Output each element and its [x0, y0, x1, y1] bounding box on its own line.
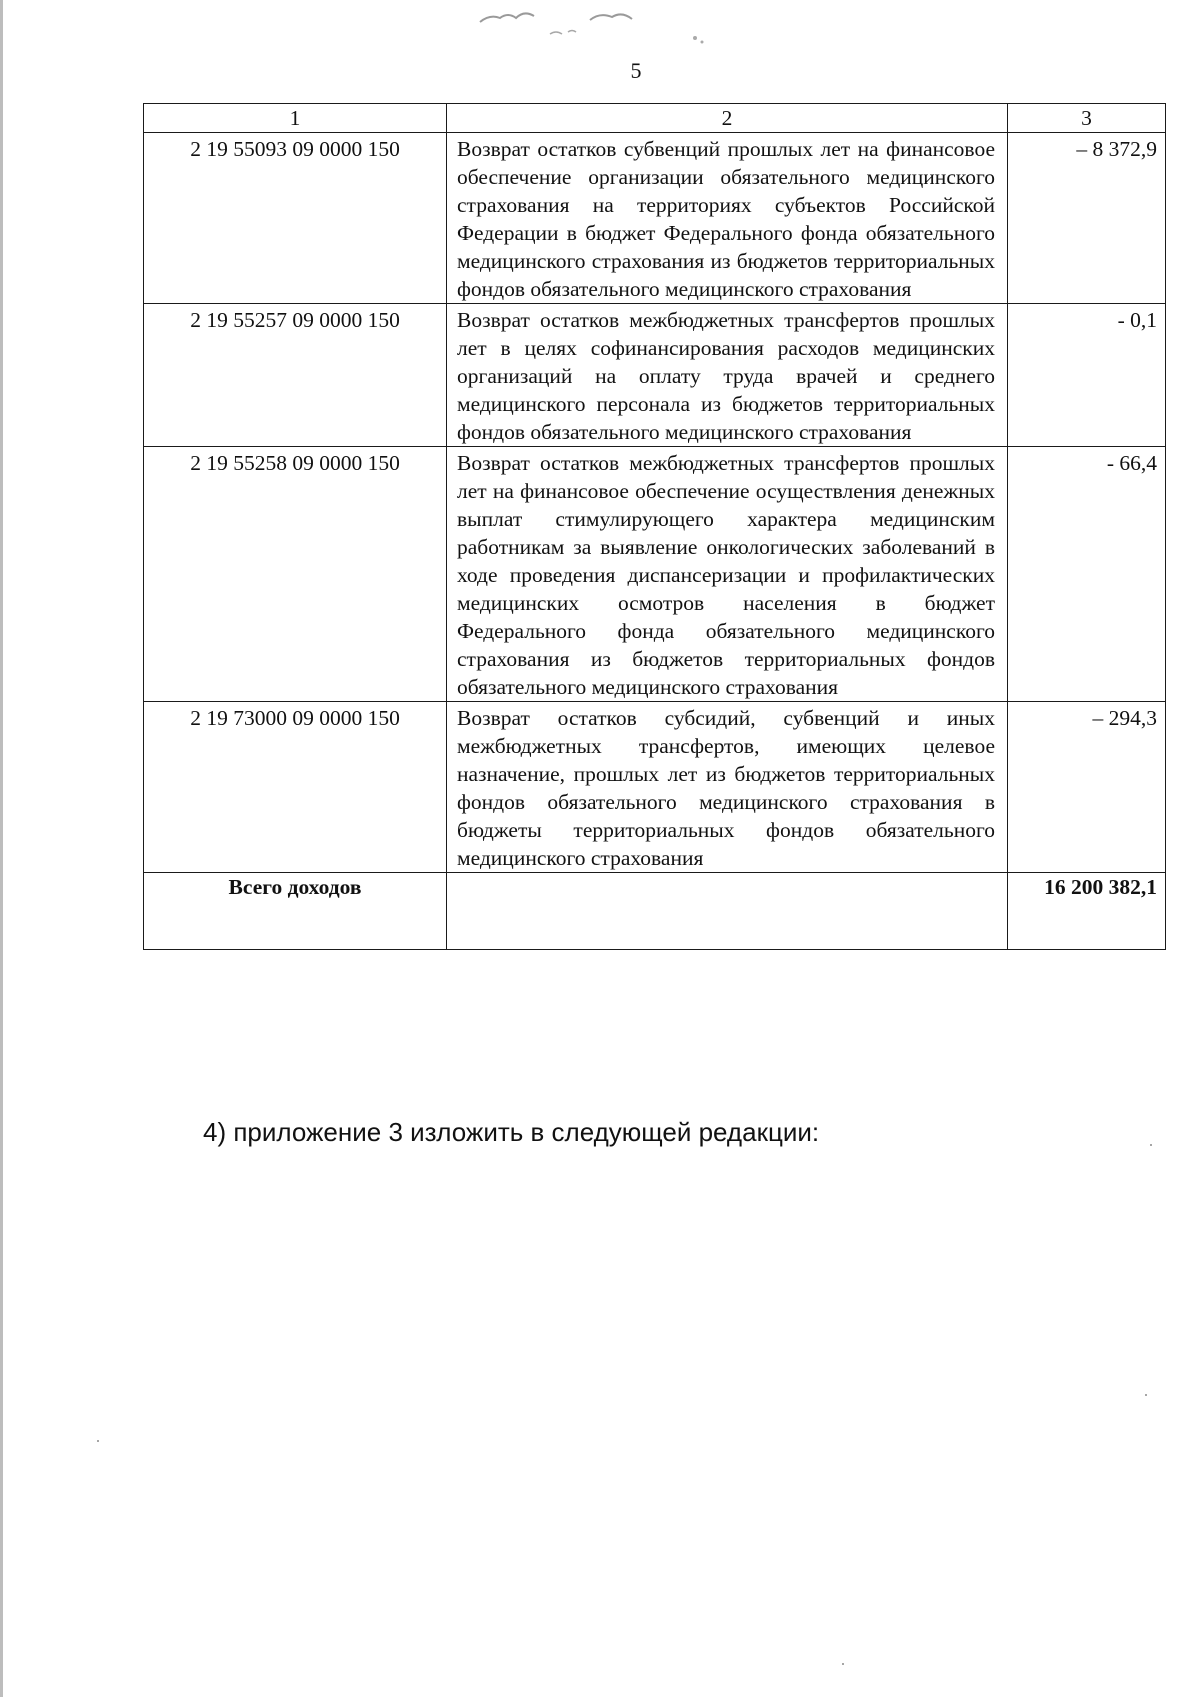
row-amount: – 8 372,9: [1008, 133, 1166, 304]
page-number: 5: [630, 58, 642, 83]
income-table: [143, 103, 1166, 950]
budget-code: 2 19 55258 09 0000 150: [144, 447, 447, 702]
column-header: 2: [447, 104, 1008, 133]
scan-speck: [842, 1663, 844, 1665]
row-description: Возврат остатков субвенций прошлых лет на финансовое обеспечение организации обязательного медицинского страхования на территориях субъектов Российской Федерации в бюджет Федерального фонда обязательного медицинского страхования из бюджетов территориальных фондов обязательного медицинского страхования: [447, 133, 1008, 304]
column-header: 1: [144, 104, 447, 133]
table-header-row: [144, 104, 1166, 133]
column-header: 3: [1008, 104, 1166, 133]
row-amount: - 66,4: [1008, 447, 1166, 702]
total-amount: 16 200 382,1: [1008, 873, 1166, 950]
scan-edge: [0, 0, 3, 1697]
row-description: Возврат остатков субсидий, субвенций и иных межбюджетных трансфертов, имеющих целевое назначение, прошлых лет из бюджетов территориальных фондов обязательного медицинского страхования в бюджеты территориальных фондов обязательного медицинского страхования: [447, 702, 1008, 873]
next-instruction: 4) приложение 3 изложить в следующей редакции:: [203, 1117, 820, 1147]
total-row: [144, 873, 1166, 950]
total-label: Всего доходов: [144, 873, 447, 950]
scan-speck: [1145, 1394, 1147, 1396]
budget-code: 2 19 55257 09 0000 150: [144, 304, 447, 447]
row-amount: - 0,1: [1008, 304, 1166, 447]
budget-code: 2 19 55093 09 0000 150: [144, 133, 447, 304]
row-amount: – 294,3: [1008, 702, 1166, 873]
table-row: [144, 447, 1166, 702]
scan-speck: [1150, 1144, 1152, 1146]
stamp-marks: [440, 4, 740, 44]
budget-code: 2 19 73000 09 0000 150: [144, 702, 447, 873]
scan-speck: [97, 1440, 99, 1442]
total-description: [447, 873, 1008, 950]
row-description: Возврат остатков межбюджетных трансфертов прошлых лет на финансовое обеспечение осуществления денежных выплат стимулирующего характера медицинским работникам за выявление онкологических заболеваний в ходе проведения диспансеризации и профилактических медицинских осмотров населения в бюджет Федерального фонда обязательного медицинского страхования из бюджетов территориальных фондов обязательного медицинского страхования: [447, 447, 1008, 702]
table-row: [144, 133, 1166, 304]
row-description: Возврат остатков межбюджетных трансфертов прошлых лет в целях софинансирования расходов медицинских организаций на оплату труда врачей и среднего медицинского персонала из бюджетов территориальных фондов обязательного медицинского страхования: [447, 304, 1008, 447]
table-row: [144, 304, 1166, 447]
table-row: [144, 702, 1166, 873]
